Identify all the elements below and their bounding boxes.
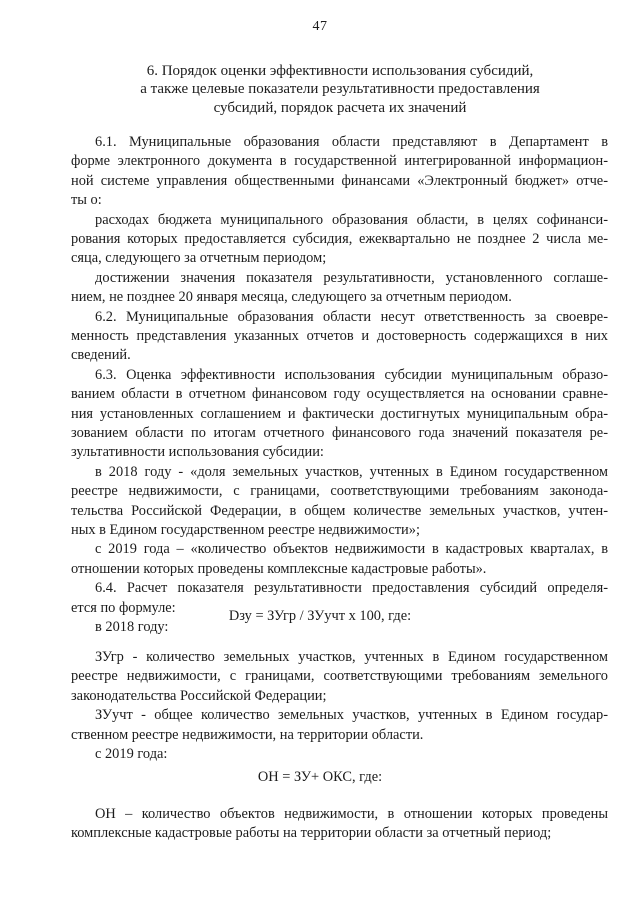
text-line: в 2018 году - «доля земельных участков, учтенных в Едином государственном: [95, 463, 608, 480]
text-line: зованием области по итогам отчетного финансового года значений показателя ре-: [71, 425, 608, 441]
text-line: сяца, следующего за отчетным периодом;: [71, 250, 327, 267]
text-line: ных в Едином государственном реестре недвижимости»;: [71, 522, 420, 538]
text-line: менность представления указанных отчетов и достоверность содержащихся в них: [71, 328, 608, 344]
text-line: ЗУгр - количество земельных участков, учтенных в Едином государственном: [95, 649, 608, 665]
text-line: нием, не позднее 20 января месяца, следующего за отчетным периодом.: [71, 289, 512, 306]
text-line: отношении которых проведены комплексные кадастровые работы».: [71, 560, 487, 577]
text-line: с 2019 года:: [95, 746, 168, 762]
section-title-line: субсидий, порядок расчета их значений: [213, 99, 467, 116]
text-line: 6.4. Расчет показателя результативности предоставления субсидий определя-: [95, 580, 608, 597]
text-line: ния установленных соглашением и фактически достигнутых муниципальным обра-: [71, 405, 608, 422]
text-line: ственном реестре недвижимости, на территории области.: [71, 726, 424, 743]
section-title-line: а также целевые показатели результативности предоставления: [140, 81, 540, 98]
section-title: [70, 62, 610, 117]
text-line: ванием области в отчетном финансовом году осуществляется на основании сравне-: [71, 386, 608, 403]
text-line: реестре недвижимости, с границами, соответствующими требованиям земельного: [71, 668, 608, 685]
formula-on: ОН = ЗУ+ ОКС, где:: [257, 769, 383, 785]
text-line: сведений.: [71, 347, 131, 364]
text-line: в 2018 году:: [95, 619, 169, 635]
text-line: расходах бюджета муниципального образования области, в целях софинанси-: [95, 211, 608, 228]
text-line: 6.3. Оценка эффективности использования субсидии муниципальным образо-: [95, 366, 608, 383]
text-line: с 2019 года – «количество объектов недвижимости в кадастровых кварталах, в: [95, 541, 608, 558]
text-line: комплексные кадастровые работы на территории области за отчетный период;: [71, 825, 552, 842]
text-line: 6.1. Муниципальные образования области представляют в Департамент в: [95, 134, 608, 150]
text-line: ЗУучт - общее количество земельных участков, учтенных в Едином государ-: [95, 707, 608, 724]
text-line: ной системе управления общественными финансами «Электронный бюджет» отче-: [71, 172, 608, 189]
text-line: реестре недвижимости, с границами, соответствующими требованиям законода-: [71, 483, 608, 500]
text-line: рования которых предоставляется субсидия, ежеквартально не позднее 2 числа ме-: [71, 231, 608, 247]
text-line: ты о:: [71, 192, 102, 209]
text-line: тельства Российской Федерации, в общем количестве земельных участков, учтен-: [71, 502, 608, 519]
formula-dzu: Dзу = ЗУгр / ЗУучт х 100, где:: [228, 608, 412, 624]
text-line: форме электронного документа в государственной интегрированной информацион-: [71, 153, 608, 170]
text-line: зультативности использования субсидии:: [71, 444, 324, 461]
page-number: 47: [312, 19, 328, 34]
text-line: ОН – количество объектов недвижимости, в отношении которых проведены: [95, 806, 608, 822]
text-line: 6.2. Муниципальные образования области несут ответственность за своевре-: [95, 308, 608, 325]
text-line: ется по формуле:: [71, 599, 176, 616]
text-line: достижении значения показателя результативности, установленного соглаше-: [95, 269, 608, 286]
section-title-line: 6. Порядок оценки эффективности использования субсидий,: [146, 63, 534, 79]
text-line: законодательства Российской Федерации;: [71, 687, 327, 704]
